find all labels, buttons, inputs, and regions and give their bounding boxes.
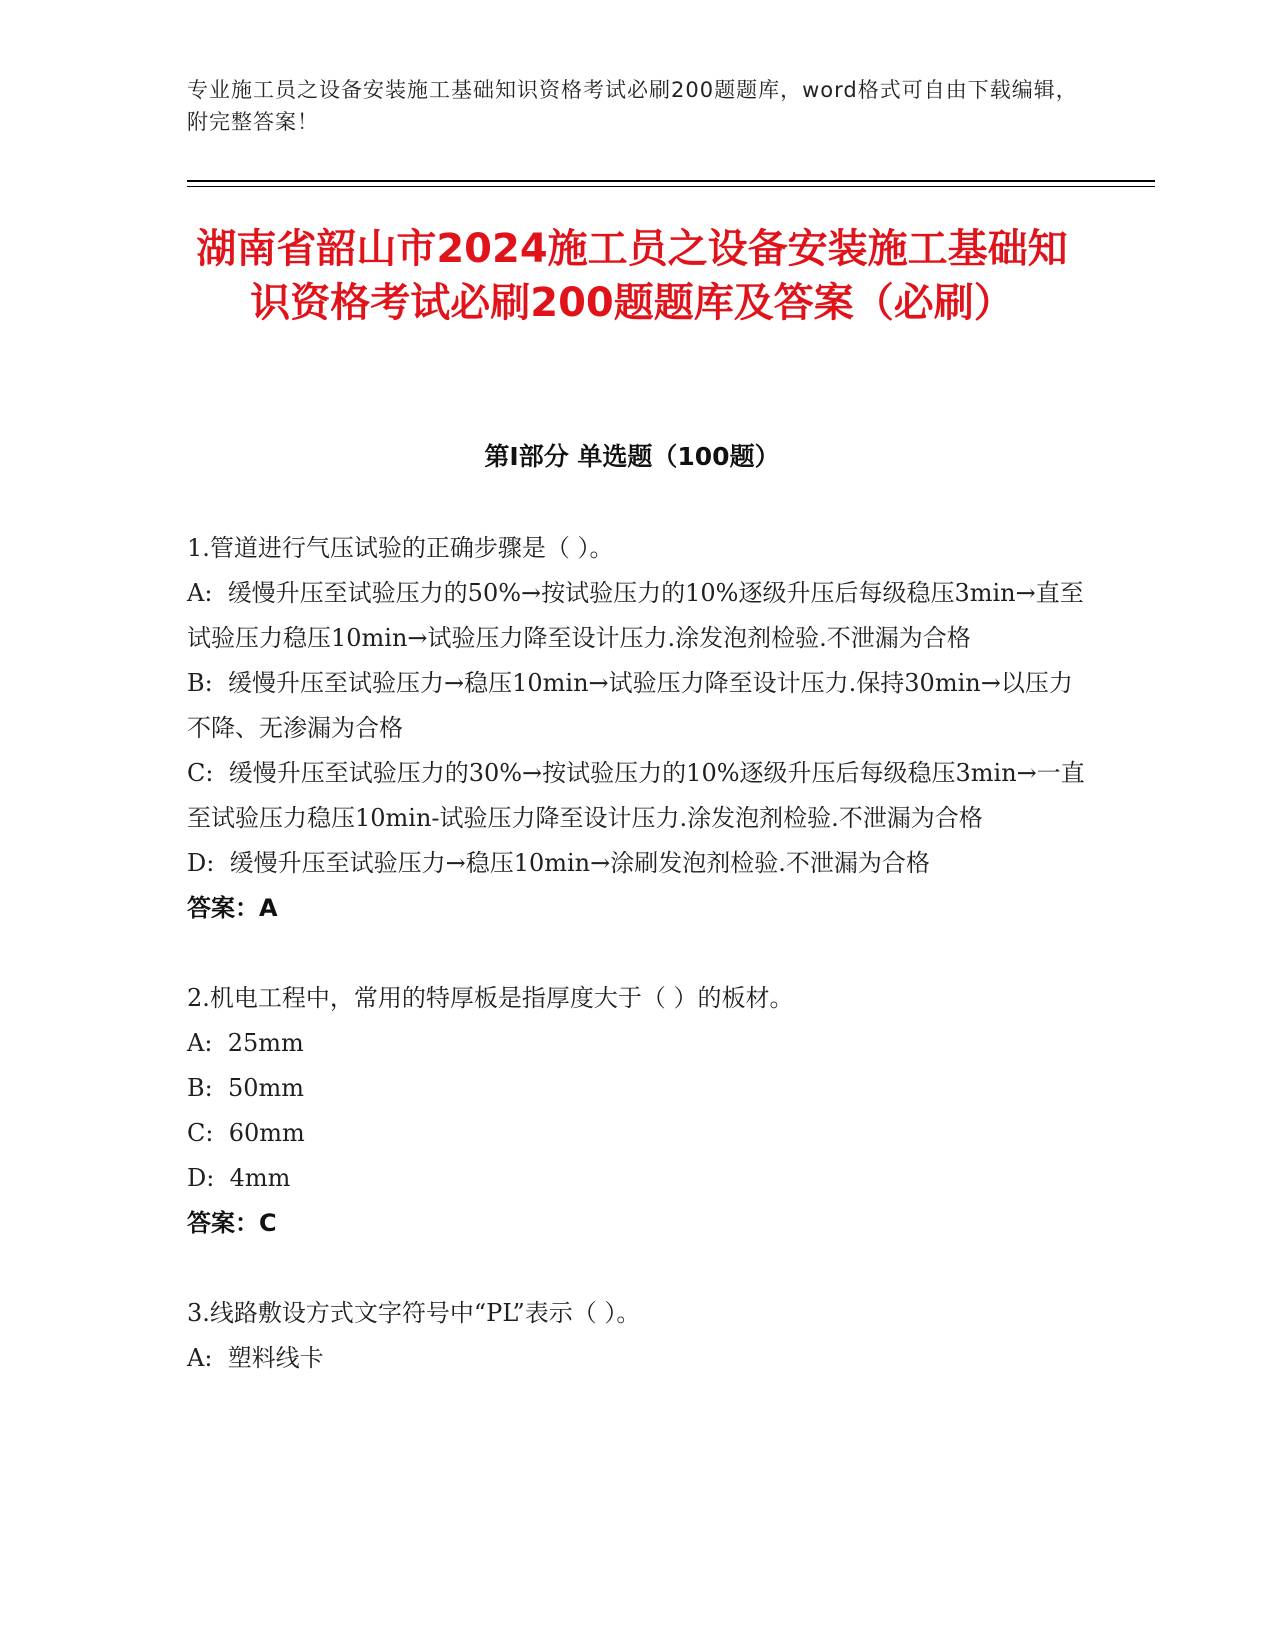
question-stem: 3.线路敷设方式文字符号中“PL”表示（ ）。 [187, 1299, 641, 1327]
option-label: A: [187, 1029, 213, 1057]
question-1 [187, 526, 1087, 931]
option-label: C: [187, 1119, 214, 1147]
question-list [187, 526, 1087, 1426]
option-a [187, 1336, 1087, 1381]
option-text: 25mm [227, 1029, 304, 1057]
option-text: 缓慢升压至试验压力→稳压10min→试验压力降至设计压力.保持30min→以压力不降、无渗漏为合格 [187, 669, 1073, 742]
option-c [187, 1111, 1087, 1156]
header-note: 专业施工员之设备安装施工基础知识资格考试必刷200题题库，word格式可自由下载编辑，附完整答案！ [187, 78, 1078, 134]
document-title: 湖南省韶山市2024施工员之设备安装施工基础知识资格考试必刷200题题库及答案（必刷） [196, 226, 1068, 326]
option-label: D: [187, 1164, 215, 1192]
option-text: 塑料线卡 [227, 1344, 324, 1372]
option-label: A: [187, 579, 213, 607]
option-text: 60mm [228, 1119, 305, 1147]
question-stem: 1.管道进行气压试验的正确步骤是（ ）。 [187, 534, 614, 562]
option-label: D: [187, 849, 215, 877]
option-b [187, 661, 1087, 751]
question-3 [187, 1291, 1087, 1381]
option-a [187, 571, 1087, 661]
option-text: 缓慢升压至试验压力→稳压10min→涂刷发泡剂检验.不泄漏为合格 [229, 849, 930, 877]
option-text: 4mm [229, 1164, 291, 1192]
answer: 答案：A [187, 894, 278, 922]
option-label: C: [187, 759, 214, 787]
header-rule-thick [187, 180, 1155, 182]
option-label: A: [187, 1344, 213, 1372]
option-text: 50mm [228, 1074, 305, 1102]
section-title: 第I部分 单选题（100题） [484, 442, 780, 471]
option-d [187, 841, 1087, 886]
question-stem: 2.机电工程中，常用的特厚板是指厚度大于（ ）的板材。 [187, 984, 794, 1012]
option-text: 缓慢升压至试验压力的30%→按试验压力的10%逐级升压后每级稳压3min→一直至试验压力稳压10min-试验压力降至设计压力.涂发泡剂检验.不泄漏为合格 [187, 759, 1085, 832]
option-label: B: [187, 669, 213, 697]
header-rule-thin [187, 186, 1155, 187]
option-label: B: [187, 1074, 213, 1102]
option-a [187, 1021, 1087, 1066]
answer: 答案：C [187, 1209, 277, 1237]
option-c [187, 751, 1087, 841]
option-text: 缓慢升压至试验压力的50%→按试验压力的10%逐级升压后每级稳压3min→直至试验压力稳压10min→试验压力降至设计压力.涂发泡剂检验.不泄漏为合格 [187, 579, 1084, 652]
option-d [187, 1156, 1087, 1201]
question-2 [187, 976, 1087, 1246]
option-b [187, 1066, 1087, 1111]
